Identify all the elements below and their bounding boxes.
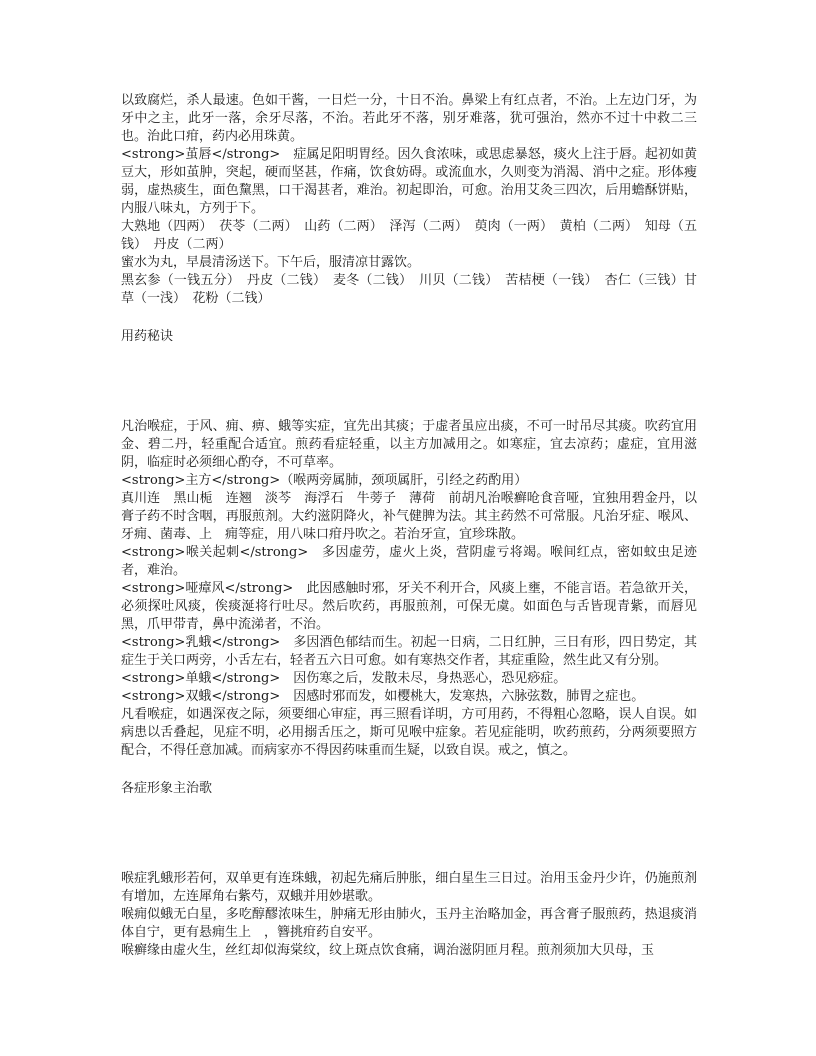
section-1 [121,92,697,308]
heading-medication-secrets: 用药秘诀 [121,329,174,344]
verse-throat-tinea: 喉癣缘由虚火生，丝红却似海棠纹，纹上斑点饮食痛，调治滋阴匝月程。煎剂须加大贝母，玉 [121,943,655,958]
section-2 [121,418,697,760]
paragraph-throat-treatment: 凡治喉症，于风、痈、痹、蛾等实症，宜先出其痰；于虚者虽应出痰，不可一时吊尽其痰。吹药宜用金、碧二丹，轻重配合适宜。煎药看症轻重，以主方加减用之。如寒症，宜去凉药；虚症，宜用滋阴，临症时必须细心酌夺，不可草率。 [121,419,697,470]
spacer [121,308,697,328]
spacer [121,760,697,780]
spacer [121,798,697,870]
verse-throat-abscess: 喉痈似蛾无白星，多吃醇醪浓味生，肿痛无形由肺火，玉丹主治略加金，再含膏子服煎药，热退痰消体自宁，更有悬痈生上 ，簪挑疳药自安平。 [121,907,697,940]
paragraph-formula-herbs: 真川连 黑山栀 连翘 淡芩 海浮石 牛蒡子 薄荷 前胡凡治喉癣呛食音哑，宜独用碧金丹，以膏子药不时含咽，再服煎剂。大约滋阴降火，补气健脾为法。其主药然不可常服。凡治牙症、喉风、牙痈、菌毒、上 痈等症，用八味口疳丹吹之。若治牙宣，宜珍珠散。 [121,491,697,542]
paragraph-double-tonsil: <strong>双蛾</strong> 因感时邪而发，如樱桃大，发寒热，六脉弦数，肺胃之症也。 [121,689,645,704]
paragraph-single-tonsil: <strong>单蛾</strong> 因伤寒之后，发散未尽，身热恶心，恐见痧症。 [121,671,567,686]
paragraph-examination: 凡看喉症，如遇深夜之际，须要细心审症，再三照看详明，方可用药，不得粗心忽略，误人自误。如病患以舌叠起，见症不明，必用搦舌压之，斯可见喉中症象。若见症能明，吹药煎药，分两须要照方配合，不得任意加减。而病家亦不得因药味重而生疑，以致自误。戒之，慎之。 [121,707,697,758]
paragraph-decay: 以致腐烂，杀人最速。色如干酱，一日烂一分，十日不治。鼻梁上有红点者，不治。上左边门牙，为牙中之主，此牙一落，余牙尽落，不治。若此牙不落，别牙难落，犹可强治，然亦不过十中救二三也。治此口疳，药内必用珠黄。 [121,93,697,144]
prescription-1: 大熟地（四两） 茯苓（二两） 山药（二两） 泽泻（二两） 萸肉（一两） 黄柏（二两） 知母（五钱） 丹皮（二两） [121,219,697,252]
document-page [121,92,697,960]
paragraph-dosage: 蜜水为丸，早晨清汤送下。下午后，服清凉甘露饮。 [121,255,421,270]
paragraph-mute-wind: <strong>哑瘴风</strong> 此因感触时邪，牙关不利开合，风痰上壅，不能言语。若急欲开关，必须探吐风痰，俟痰涎将行吐尽。然后吹药，再服煎剂，可保无虞。如面色与舌皆现青紫，而唇见黑，爪甲带青，鼻中流涕者，不治。 [121,581,697,632]
paragraph-throat-thorns: <strong>喉关起刺</strong> 多因虚劳，虚火上炎，营阴虚亏将竭。喉间红点，密如蚊虫足迹者，难治。 [121,545,697,578]
spacer [121,346,697,418]
section-3 [121,870,697,960]
heading-symptom-song: 各症形象主治歌 [121,781,213,796]
paragraph-main-formula: <strong>主方</strong>（喉两旁属肺，颈项属肝，引经之药酌用） [121,473,528,488]
verse-tonsil: 喉症乳蛾形若何，双单更有连珠蛾，初起先痛后肿胀，细白星生三日过。治用玉金丹少许，仍施煎剂有增加，左连犀角右紫芍，双蛾并用妙堪歌。 [121,871,697,904]
paragraph-tonsillitis: <strong>乳蛾</strong> 多因酒色郁结而生。初起一日病，二日红肿，三日有形，四日势定，其症生于关口两旁，小舌左右，轻者五六日可愈。如有寒热交作者，其症重险，然生此又有分别。 [121,635,697,668]
prescription-2: 黑玄参（一钱五分） 丹皮（二钱） 麦冬（二钱） 川贝（二钱） 苦桔梗（一钱） 杏仁（三钱）甘草（一浅） 花粉（二钱） [121,273,697,306]
paragraph-cocoon-lip: <strong>茧唇</strong> 症属足阳明胃经。因久食浓味，或思虑暴怒，痰火上注于唇。起初如黄豆大，形如茧肿，突起，硬而坚甚，作痛，饮食妨碍。或流血水，久则变为消渴、消中之症。形体瘦弱，虚热痰生，面色黧黑，口干渴甚者，难治。初起即治，可愈。治用艾灸三四次，后用蟾酥饼贴，内服八味丸，方列于下。 [121,147,697,216]
